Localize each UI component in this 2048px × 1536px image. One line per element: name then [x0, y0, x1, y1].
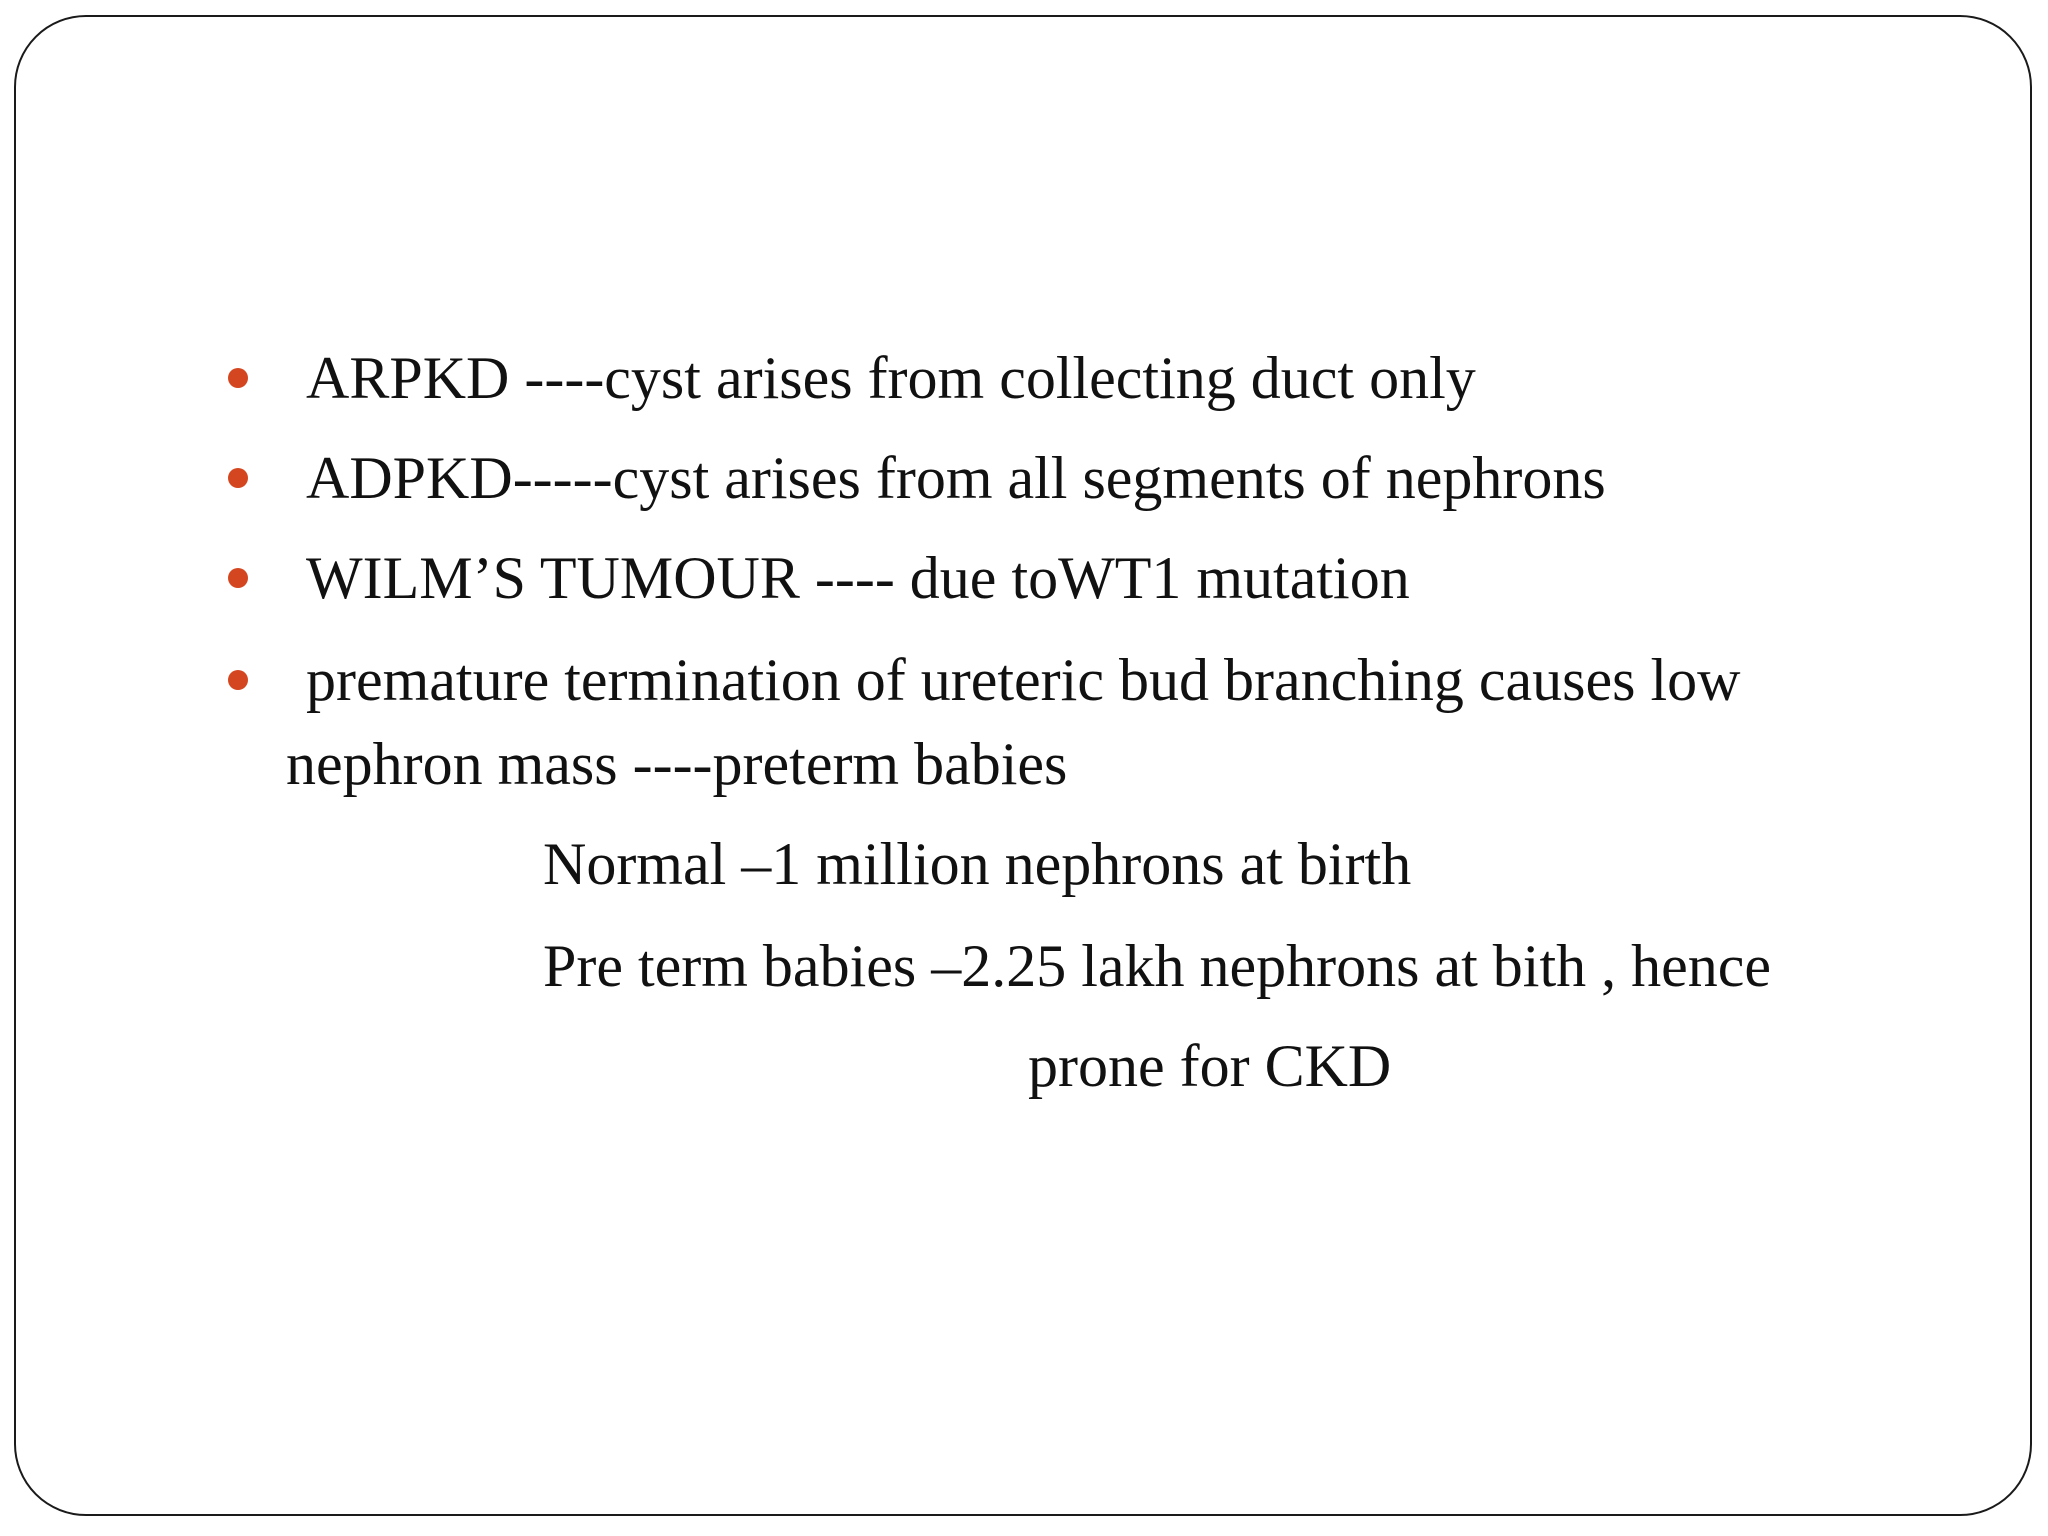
bullet-dot-icon [228, 468, 248, 488]
bullet-continuation: nephron mass ----preterm babies [286, 731, 1068, 797]
sub-line-prone: prone for CKD [1028, 1033, 1392, 1099]
sub-line-normal: Normal –1 million nephrons at birth [543, 831, 1412, 897]
sub-line-preterm: Pre term babies –2.25 lakh nephrons at bith , hence [543, 933, 1772, 999]
bullet-dot-icon [228, 670, 248, 690]
bullet-text: WILM’S TUMOUR ---- due toWT1 mutation [306, 545, 1410, 611]
bullet-dot-icon [228, 368, 248, 388]
bullet-text: ARPKD ----cyst arises from collecting duct only [306, 345, 1476, 411]
bullet-text: premature termination of ureteric bud branching causes low [306, 647, 1741, 713]
bullet-dot-icon [228, 568, 248, 588]
bullet-text: ADPKD-----cyst arises from all segments of nephrons [306, 445, 1606, 511]
